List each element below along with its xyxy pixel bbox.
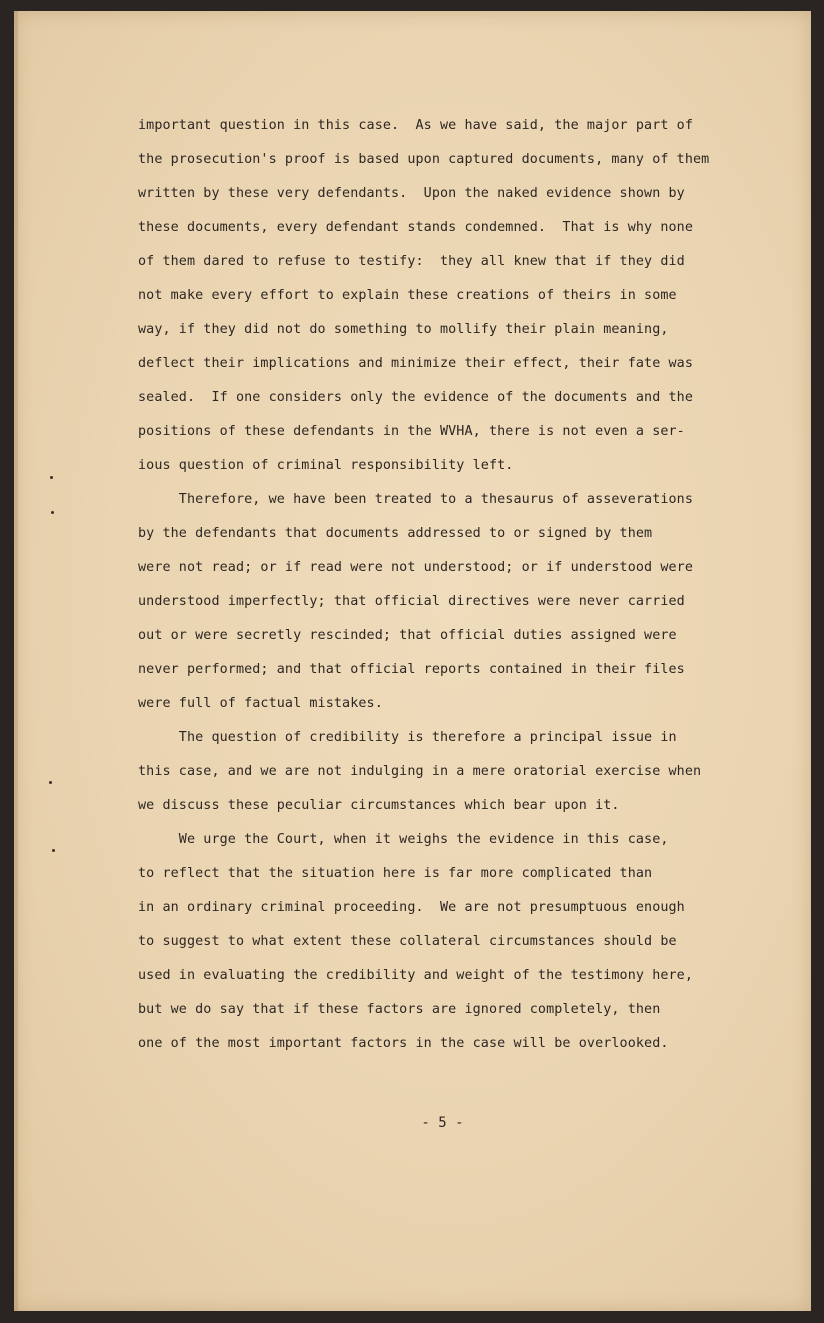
text-line: one of the most important factors in the case will be overlooked.	[138, 1036, 669, 1051]
text-line: Therefore, we have been treated to a thesaurus of asseverations	[138, 492, 694, 507]
text-line: the prosecution's proof is based upon captured documents, many of them	[138, 152, 710, 167]
text-line: but we do say that if these factors are ignored completely, then	[138, 1002, 661, 1017]
text-line: sealed. If one considers only the evidence of the documents and the	[138, 390, 694, 405]
text-line: not make every effort to explain these creations of theirs in some	[138, 288, 677, 303]
text-line: to reflect that the situation here is far more complicated than	[138, 866, 653, 881]
body-text	[138, 109, 728, 1061]
text-line: we discuss these peculiar circumstances which bear upon it.	[138, 798, 620, 813]
text-line: these documents, every defendant stands condemned. That is why none	[138, 220, 694, 235]
text-line: understood imperfectly; that official directives were never carried	[138, 594, 685, 609]
text-line: this case, and we are not indulging in a mere oratorial exercise when	[138, 764, 702, 779]
paper-speck	[52, 849, 55, 852]
text-line: used in evaluating the credibility and weight of the testimony here,	[138, 968, 694, 983]
text-line: never performed; and that official reports contained in their files	[138, 662, 685, 677]
text-line: ious question of criminal responsibility left.	[138, 458, 514, 473]
text-line: were not read; or if read were not understood; or if understood were	[138, 560, 694, 575]
text-line: The question of credibility is therefore a principal issue in	[138, 730, 677, 745]
typewritten-page	[14, 11, 811, 1311]
text-line: deflect their implications and minimize their effect, their fate was	[138, 356, 694, 371]
text-line: important question in this case. As we have said, the major part of	[138, 118, 694, 133]
paper-speck	[50, 476, 53, 479]
text-line: by the defendants that documents addressed to or signed by them	[138, 526, 653, 541]
paper-speck	[51, 511, 54, 514]
text-line: positions of these defendants in the WVHA, there is not even a ser-	[138, 424, 685, 439]
text-line: We urge the Court, when it weighs the evidence in this case,	[138, 832, 669, 847]
text-line: to suggest to what extent these collateral circumstances should be	[138, 934, 677, 949]
text-line: in an ordinary criminal proceeding. We are not presumptuous enough	[138, 900, 685, 915]
text-line: out or were secretly rescinded; that official duties assigned were	[138, 628, 677, 643]
text-line: of them dared to refuse to testify: they all knew that if they did	[138, 254, 685, 269]
text-line: were full of factual mistakes.	[138, 696, 383, 711]
paper-speck	[49, 781, 52, 784]
page-number: - 5 -	[421, 1115, 464, 1131]
text-line: written by these very defendants. Upon the naked evidence shown by	[138, 186, 685, 201]
text-line: way, if they did not do something to mollify their plain meaning,	[138, 322, 669, 337]
